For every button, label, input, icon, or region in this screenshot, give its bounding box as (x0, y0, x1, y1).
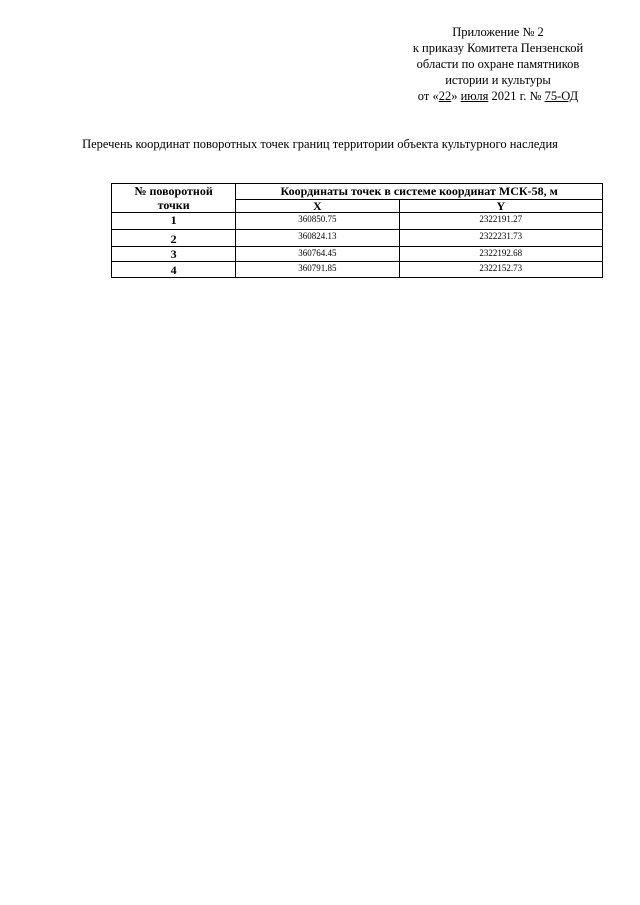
point-number-cell: 3 (112, 247, 236, 262)
x-value-cell: 360764.45 (236, 247, 399, 262)
document-title: Перечень координат поворотных точек границ территории объекта культурного наследия (82, 137, 558, 151)
x-value-cell: 360824.13 (236, 230, 399, 247)
x-value-cell: 360850.75 (236, 213, 399, 230)
point-number-cell: 4 (112, 262, 236, 278)
x-column-header: X (236, 199, 399, 212)
order-date-line (370, 88, 626, 104)
date-day: 22 (438, 89, 452, 103)
order-number: 75-ОД (544, 89, 579, 103)
y-value-cell: 2322231.73 (399, 230, 602, 247)
date-mid: » (451, 89, 461, 103)
y-column-header: Y (399, 199, 602, 212)
date-month: июля (460, 89, 489, 103)
point-number-header-line2: точки (157, 198, 190, 212)
document-header (370, 24, 626, 104)
y-value-cell: 2322152.73 (399, 262, 602, 278)
coordinates-header: Координаты точек в системе координат МСК-58, м (236, 184, 603, 200)
table-header-row (112, 184, 603, 200)
order-reference-line: к приказу Комитета Пензенской (412, 41, 584, 55)
date-prefix: от « (417, 89, 439, 103)
x-value-cell: 360791.85 (236, 262, 399, 278)
table-row (112, 213, 603, 230)
table-row (112, 247, 603, 262)
point-number-cell: 1 (112, 213, 236, 230)
committee-line-end: истории и культуры (445, 73, 551, 87)
y-value-cell: 2322191.27 (399, 213, 602, 230)
point-number-header-line1: № поворотной (134, 184, 213, 198)
table-row (112, 262, 603, 278)
point-number-cell: 2 (112, 230, 236, 247)
appendix-label: Приложение № 2 (452, 25, 544, 39)
point-number-header (112, 184, 236, 213)
coordinates-table (111, 183, 603, 278)
y-value-cell: 2322192.68 (399, 247, 602, 262)
table-row (112, 230, 603, 247)
date-year: 2021 г. № (488, 89, 545, 103)
committee-line: области по охране памятников (416, 57, 580, 71)
